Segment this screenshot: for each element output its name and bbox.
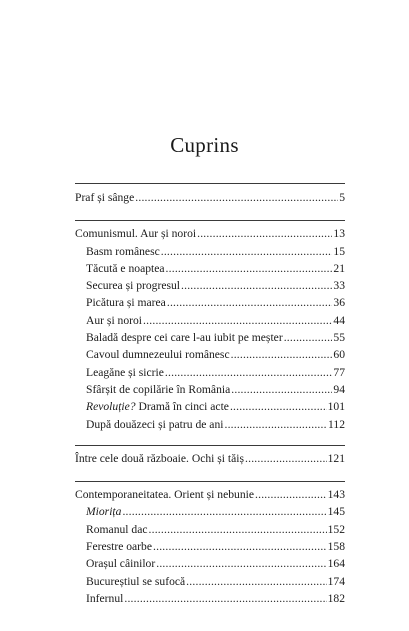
entry-title: Securea și progresul [86, 279, 181, 293]
entry-title: Praf și sânge [75, 191, 135, 204]
dot-leader [156, 555, 326, 572]
dot-leader [284, 329, 333, 346]
toc-subentry[interactable] [75, 521, 345, 538]
dot-leader [165, 364, 333, 381]
entry-title-wrap [86, 398, 230, 415]
entry-title: Romanul dac [86, 522, 148, 536]
entry-title: Picătura și marea [86, 296, 166, 310]
entry-page: 5 [339, 191, 345, 204]
entry-title: Sfârșit de copilărie în România [86, 382, 231, 396]
dot-leader [149, 521, 327, 538]
entry-page: 36 [333, 296, 345, 310]
entry-page: 13 [333, 227, 345, 241]
table-of-contents [75, 183, 345, 607]
dot-leader [143, 312, 332, 329]
entry-page: 152 [327, 522, 345, 536]
entry-page: 143 [327, 488, 345, 502]
dot-leader [230, 398, 327, 415]
toc-subentry[interactable] [75, 590, 345, 607]
toc-subentry[interactable] [75, 538, 345, 555]
toc-subentry[interactable] [75, 555, 345, 572]
dot-leader [186, 573, 326, 590]
entry-title: După douăzeci și patru de ani [86, 417, 224, 431]
entry-title: Cavoul dumnezeului românesc [86, 348, 230, 362]
entry-title: Între cele două războaie. Ochi și tăiș [75, 451, 244, 465]
dot-leader [167, 294, 333, 311]
entry-page: 33 [333, 279, 345, 293]
dot-leader [124, 590, 326, 607]
toc-subentry[interactable] [75, 312, 345, 329]
toc-subentry[interactable] [75, 398, 345, 415]
dot-leader [197, 225, 332, 242]
dot-leader [135, 189, 338, 206]
dot-leader [122, 503, 326, 520]
dot-leader [231, 346, 333, 363]
entry-title: Infernul [86, 591, 124, 605]
entry-page: 101 [327, 400, 345, 414]
entry-page: 112 [328, 417, 345, 431]
entry-title: Orașul câinilor [86, 557, 156, 571]
entry-page: 21 [333, 261, 345, 275]
toc-subentry[interactable] [75, 329, 345, 346]
dot-leader [245, 450, 327, 467]
toc-entry[interactable] [75, 225, 345, 242]
entry-title: Bucureștiul se sufocă [86, 574, 186, 588]
entry-page: 15 [333, 244, 345, 258]
toc-subentry[interactable] [75, 503, 345, 520]
entry-title: Basm românesc [86, 244, 160, 258]
dot-leader [255, 486, 327, 503]
entry-page: 94 [333, 382, 345, 396]
toc-subentry[interactable] [75, 294, 345, 311]
entry-page: 121 [327, 451, 345, 465]
entry-page: 77 [333, 365, 345, 379]
dot-leader [224, 416, 327, 433]
entry-page: 174 [327, 574, 345, 588]
toc-entry[interactable] [75, 189, 345, 206]
dot-leader [181, 277, 332, 294]
toc-subentry[interactable] [75, 364, 345, 381]
entry-title: Tăcută e noaptea [86, 261, 165, 275]
entry-page: 55 [333, 331, 345, 345]
entry-title-italic-prefix: Revoluție? [86, 400, 136, 414]
entry-page: 182 [327, 591, 345, 605]
dot-leader [166, 260, 333, 277]
toc-subentry[interactable] [75, 260, 345, 277]
entry-title: Comunismul. Aur și noroi [75, 227, 197, 241]
entry-page: 60 [333, 348, 345, 362]
entry-page: 145 [327, 505, 345, 519]
entry-title: Dramă în cinci acte [138, 400, 229, 414]
toc-subentry[interactable] [75, 381, 345, 398]
entry-title: Baladă despre cei care l-au iubit pe meșter [86, 331, 283, 345]
toc-entry[interactable] [75, 486, 345, 503]
entry-title: Contemporaneitatea. Orient și nebunie [75, 488, 255, 502]
entry-page: 158 [327, 540, 345, 554]
entry-page: 44 [333, 313, 345, 327]
toc-subentry[interactable] [75, 346, 345, 363]
toc-subentry[interactable] [75, 243, 345, 260]
entry-title: Ferestre oarbe [86, 540, 152, 554]
dot-leader [231, 381, 332, 398]
entry-title: Miorița [86, 505, 122, 519]
dot-leader [153, 538, 327, 555]
toc-subentry[interactable] [75, 277, 345, 294]
dot-leader [161, 243, 333, 260]
toc-subentry[interactable] [75, 573, 345, 590]
entry-title: Aur și noroi [86, 313, 143, 327]
page-title: Cuprins [170, 133, 239, 157]
entry-title: Leagăne și sicrie [86, 365, 164, 379]
toc-entry[interactable] [75, 450, 345, 467]
entry-page: 164 [327, 557, 345, 571]
toc-subentry[interactable] [75, 416, 345, 433]
